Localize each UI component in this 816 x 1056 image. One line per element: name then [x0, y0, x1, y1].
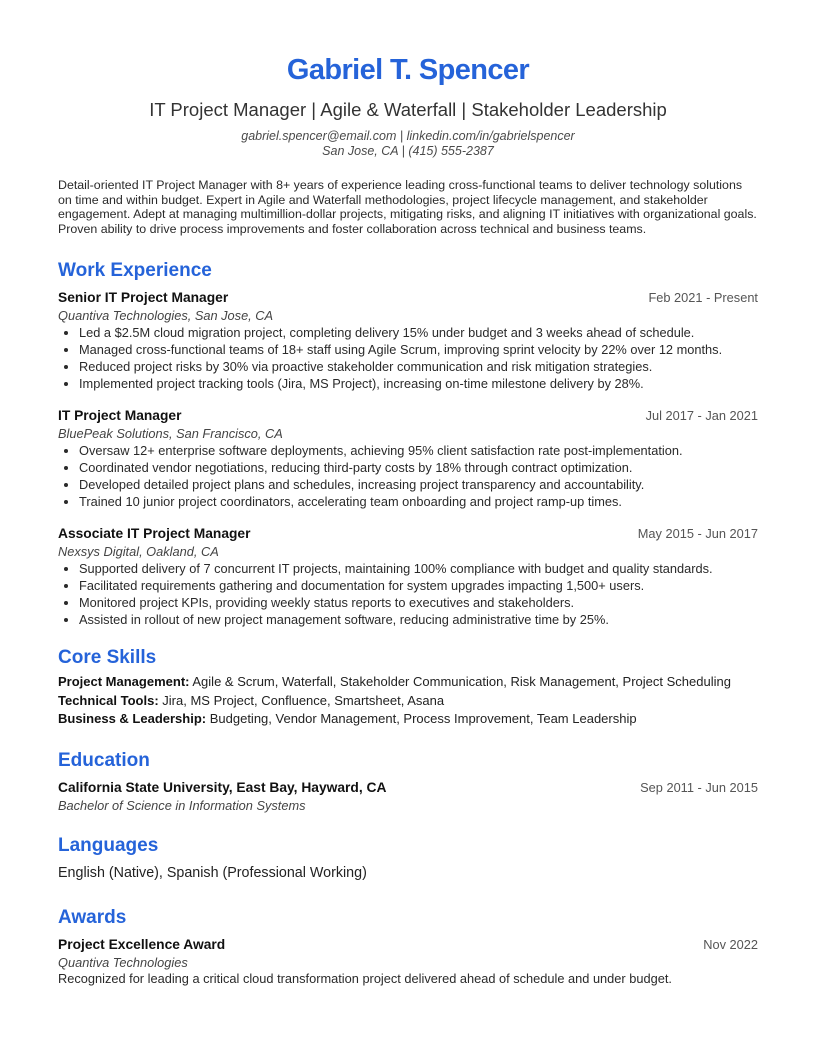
job-company: BluePeak Solutions, San Francisco, CA — [58, 426, 283, 442]
bullet-item: • Facilitated requirements gathering and documentation for system upgrades impacting 1,500+ users. — [79, 579, 758, 594]
bullet-item: • Managed cross-functional teams of 18+ staff using Agile Scrum, improving sprint velocity by 22% over 12 months. — [79, 343, 758, 358]
award-name: Project Excellence Award — [58, 936, 226, 952]
job-entry — [58, 289, 758, 392]
candidate-name: Gabriel T. Spencer — [286, 54, 530, 86]
section-title-awards: Awards — [58, 906, 127, 928]
languages-section — [58, 834, 758, 882]
section-title-languages: Languages — [58, 834, 159, 856]
skill-row — [58, 710, 758, 729]
awards-section — [58, 906, 758, 987]
job-dates: Jul 2017 - Jan 2021 — [645, 408, 758, 424]
languages-list: English (Native), Spanish (Professional Working) — [58, 864, 367, 881]
core-skills-section — [58, 646, 758, 729]
skill-category: Project Management: — [58, 674, 190, 690]
job-title: Senior IT Project Manager — [58, 290, 229, 305]
skill-category: Business & Leadership: — [58, 711, 207, 727]
work-experience-section — [58, 259, 758, 628]
section-title-education: Education — [58, 749, 150, 771]
bullet-item: • Developed detailed project plans and schedules, increasing project transparency and accountability. — [79, 478, 758, 493]
contact-info — [58, 129, 758, 159]
bullet-item: • Supported delivery of 7 concurrent IT projects, maintaining 100% compliance with budget and quality standards. — [79, 562, 758, 577]
contact-email-linkedin: gabriel.spencer@email.com | linkedin.com/in/gabrielspencer — [241, 129, 575, 143]
skill-values: Agile & Scrum, Waterfall, Stakeholder Communication, Risk Management, Project Scheduling — [192, 674, 731, 690]
job-title: IT Project Manager — [58, 408, 182, 424]
bullet-item: • Coordinated vendor negotiations, reducing third-party costs by 18% through contract optimization. — [79, 461, 758, 476]
education-section — [58, 749, 758, 814]
education-dates: Sep 2011 - Jun 2015 — [640, 779, 758, 795]
bullet-item: • Trained 10 junior project coordinators, accelerating team onboarding and project ramp-up times. — [79, 495, 758, 510]
job-dates: Feb 2021 - Present — [648, 290, 758, 305]
degree: Bachelor of Science in Information Systems — [58, 797, 306, 813]
job-entry — [58, 525, 758, 628]
job-bullets — [58, 444, 758, 510]
job-bullets — [58, 562, 758, 628]
skill-row — [58, 673, 758, 692]
award-date: Nov 2022 — [703, 936, 758, 952]
headline: IT Project Manager | Agile & Waterfall | Stakeholder Leadership — [149, 99, 667, 120]
bullet-item: • Reduced project risks by 30% via proactive stakeholder communication and risk mitigation strategies. — [79, 360, 758, 375]
section-title-core-skills: Core Skills — [58, 647, 157, 669]
skill-category: Technical Tools: — [58, 692, 159, 708]
bullet-item: • Monitored project KPIs, providing weekly status reports to executives and stakeholders. — [79, 596, 758, 611]
skill-values: Budgeting, Vendor Management, Process Improvement, Team Leadership — [209, 711, 637, 727]
skill-values: Jira, MS Project, Confluence, Smartsheet, Asana — [162, 692, 445, 708]
bullet-item: • Led a $2.5M cloud migration project, completing delivery 15% under budget and 3 weeks ahead of schedule. — [79, 326, 758, 341]
bullet-item: • Assisted in rollout of new project management software, reducing administrative time by 25%. — [79, 613, 758, 628]
job-dates: May 2015 - Jun 2017 — [637, 526, 758, 542]
award-description: Recognized for leading a critical cloud transformation project delivered ahead of schedule and under budget. — [58, 970, 672, 986]
bullet-item: • Oversaw 12+ enterprise software deployments, achieving 95% client satisfaction rate post-implementation. — [79, 444, 758, 459]
job-entry — [58, 407, 758, 510]
school-name: California State University, East Bay, Hayward, CA — [58, 779, 387, 795]
bullet-item: • Implemented project tracking tools (Jira, MS Project), increasing on-time milestone delivery by 28%. — [79, 377, 758, 392]
skill-row — [58, 692, 758, 711]
job-title: Associate IT Project Manager — [58, 526, 251, 542]
professional-summary: Detail-oriented IT Project Manager with 8+ years of experience leading cross-functional teams to deliver technology solutions on time and within budget. Expert in Agile and Waterfall methodologies, project lifecycle management, and stakeholder engagement. Adept at managing multimillion-dollar projects, mitigating risks, and aligning IT initiatives with organizational goals. Proven ability to drive process improvements and foster collaboration across technical and business teams. — [58, 178, 757, 236]
award-organization: Quantiva Technologies — [58, 954, 188, 970]
section-title-work-experience: Work Experience — [58, 260, 212, 281]
contact-location-phone: San Jose, CA | (415) 555-2387 — [322, 144, 494, 158]
job-company: Quantiva Technologies, San Jose, CA — [58, 308, 274, 323]
job-company: Nexsys Digital, Oakland, CA — [58, 544, 219, 560]
job-bullets — [58, 326, 758, 392]
